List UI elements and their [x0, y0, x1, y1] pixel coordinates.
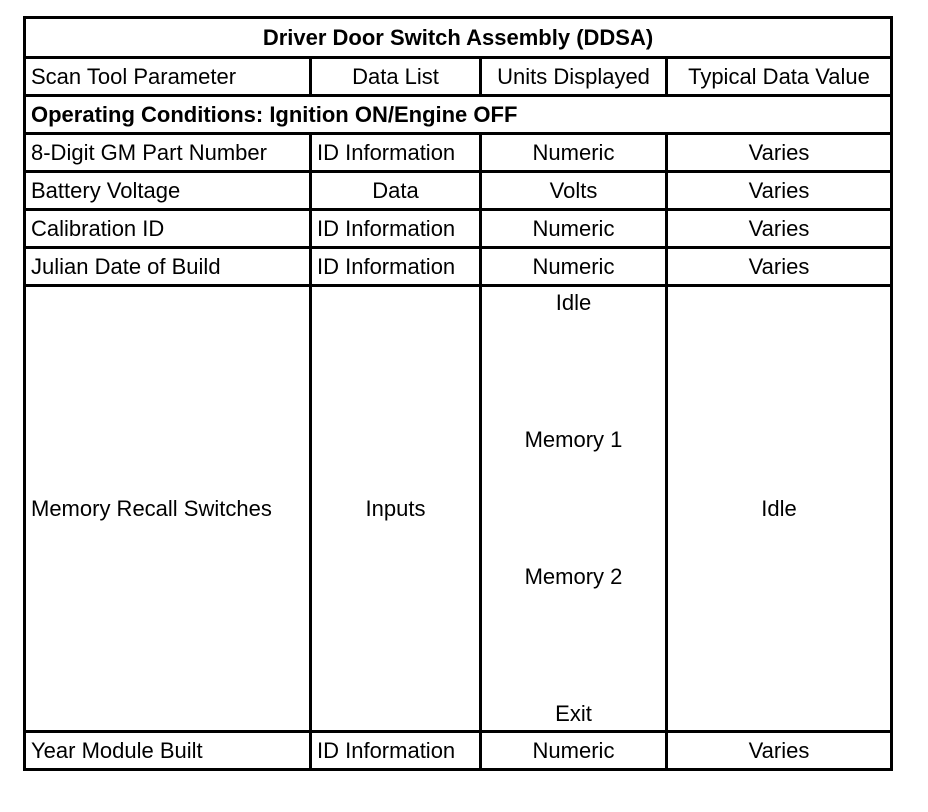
- header-row: [25, 58, 892, 96]
- header-parameter: Scan Tool Parameter: [25, 58, 311, 96]
- unit-option: Exit: [555, 701, 592, 726]
- param-cell: Memory Recall Switches: [25, 286, 311, 732]
- units-cell: Numeric: [481, 732, 667, 770]
- data-list-cell: ID Information: [311, 210, 481, 248]
- param-cell: Year Module Built: [25, 732, 311, 770]
- table-row: [25, 172, 892, 210]
- data-list-cell: ID Information: [311, 134, 481, 172]
- value-cell: Varies: [667, 248, 892, 286]
- header-units: Units Displayed: [481, 58, 667, 96]
- param-cell: Battery Voltage: [25, 172, 311, 210]
- header-typical-value: Typical Data Value: [667, 58, 892, 96]
- unit-option: Memory 2: [524, 564, 623, 589]
- units-cell: Numeric: [481, 248, 667, 286]
- table-row: [25, 248, 892, 286]
- units-cell: Numeric: [481, 134, 667, 172]
- operating-conditions: Operating Conditions: Ignition ON/Engine OFF: [25, 96, 892, 134]
- units-cell: Volts: [481, 172, 667, 210]
- units-cell: Numeric: [481, 210, 667, 248]
- ddsa-data-table: [23, 16, 893, 771]
- value-cell: Varies: [667, 172, 892, 210]
- value-cell: Varies: [667, 732, 892, 770]
- unit-option: Idle: [555, 290, 592, 315]
- value-cell: Idle: [667, 286, 892, 732]
- param-cell: 8-Digit GM Part Number: [25, 134, 311, 172]
- data-list-cell: Inputs: [311, 286, 481, 732]
- table-row: [25, 210, 892, 248]
- param-cell: Calibration ID: [25, 210, 311, 248]
- unit-option: Memory 1: [524, 427, 623, 452]
- data-list-cell: ID Information: [311, 248, 481, 286]
- data-list-cell: Data: [311, 172, 481, 210]
- units-cell: [481, 286, 667, 732]
- value-cell: Varies: [667, 134, 892, 172]
- value-cell: Varies: [667, 210, 892, 248]
- table-row: [25, 286, 892, 732]
- table-row: [25, 732, 892, 770]
- table-title: Driver Door Switch Assembly (DDSA): [25, 18, 892, 58]
- header-data-list: Data List: [311, 58, 481, 96]
- table-row: [25, 134, 892, 172]
- param-cell: Julian Date of Build: [25, 248, 311, 286]
- data-list-cell: ID Information: [311, 732, 481, 770]
